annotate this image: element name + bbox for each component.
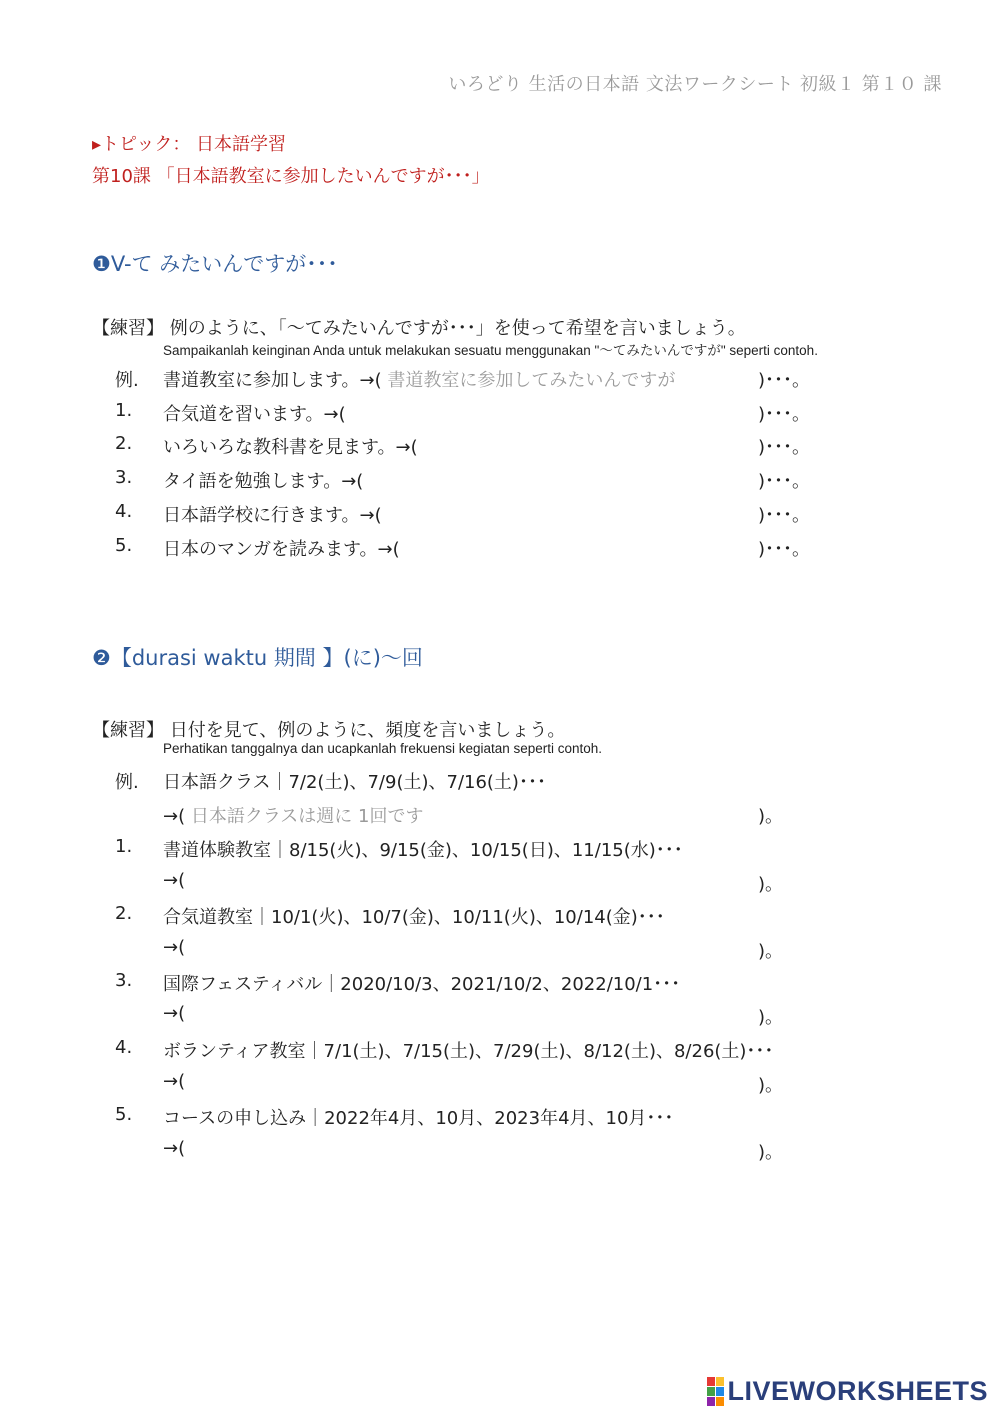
example-number: 例. (115, 370, 139, 391)
item-question: 書道体験教室｜8/15(火)、9/15(金)、10/15(日)、11/15(水)･･･ (163, 840, 683, 861)
section2-item-4-answer (0, 1071, 1000, 1101)
section2-item-5-answer (0, 1138, 1000, 1168)
answer-arrow: →( (163, 1138, 186, 1159)
item-close: )。 (758, 941, 784, 962)
section2-example-row (0, 768, 1000, 798)
item-close: )。 (758, 1075, 784, 1096)
item-number: 3. (115, 970, 133, 991)
answer-arrow: →( (163, 1003, 186, 1024)
section2-item-2 (0, 903, 1000, 933)
section2-item-3 (0, 970, 1000, 1000)
item-question: タイ語を勉強します。→( (163, 471, 364, 492)
item-number: 1. (115, 400, 133, 421)
item-close: )･･･。 (758, 539, 811, 560)
item-number: 2. (115, 903, 133, 924)
section1-item-5 (0, 535, 1000, 565)
item-number: 4. (115, 1037, 133, 1058)
item-question: 日本のマンガを読みます。→( (163, 539, 400, 560)
item-close: )･･･。 (758, 437, 811, 458)
example-close: )･･･。 (758, 370, 811, 391)
section1-item-4 (0, 501, 1000, 531)
liveworksheets-logo (707, 1376, 988, 1407)
example-question (163, 366, 675, 392)
item-number: 1. (115, 836, 133, 857)
item-question: 日本語学校に行きます。→( (163, 505, 382, 526)
section2-title: ❷【durasi waktu 期間 】(に)～回 (92, 646, 423, 670)
answer-arrow: →( (163, 937, 186, 958)
item-close: )。 (758, 874, 784, 895)
section2-example-answer-row (0, 802, 1000, 832)
answer-arrow: →( (163, 870, 186, 891)
example-close: )。 (758, 806, 784, 827)
item-close: )･･･。 (758, 471, 811, 492)
section2-item-3-answer (0, 1003, 1000, 1033)
item-question: 合気道を習います。→( (163, 404, 346, 425)
item-number: 4. (115, 501, 133, 522)
section1-item-3 (0, 467, 1000, 497)
section1-title: ❶V-て みたいんですが･･･ (92, 252, 338, 276)
item-question: いろいろな教科書を見ます。→( (163, 437, 418, 458)
logo-text: LIVEWORKSHEETS (727, 1376, 988, 1406)
item-number: 2. (115, 433, 133, 454)
section1-item-1 (0, 400, 1000, 430)
item-close: )。 (758, 1007, 784, 1028)
item-close: )。 (758, 1142, 784, 1163)
item-close: )･･･。 (758, 505, 811, 526)
example-question-text: 書道教室に参加します。→( (163, 370, 382, 391)
section2-item-2-answer (0, 937, 1000, 967)
example-answer-line (163, 802, 423, 828)
example-answer: 書道教室に参加してみたいんですが (387, 370, 676, 391)
example-number: 例. (115, 772, 139, 793)
example-question: 日本語クラス｜7/2(土)、7/9(土)、7/16(土)･･･ (163, 772, 546, 793)
example-answer: 日本語クラスは週に 1回です (190, 806, 424, 827)
section2-instruction: 【練習】 日付を見て、例のように、頻度を言いましょう。 (92, 720, 566, 741)
lesson-title: 第10課 「日本語教室に参加したいんですが･･･」 (92, 166, 490, 187)
item-number: 5. (115, 1104, 133, 1125)
item-question: コースの申し込み｜2022年4月、10月、2023年4月、10月･･･ (163, 1108, 674, 1129)
section1-item-2 (0, 433, 1000, 463)
section1-instruction-sub: Sampaikanlah keinginan Anda untuk melakukan sesuatu menggunakan "～てみたいんですが" seperti contoh. (163, 343, 818, 358)
item-question: 国際フェスティバル｜2020/10/3、2021/10/2、2022/10/1･･･ (163, 974, 681, 995)
item-close: )･･･。 (758, 404, 811, 425)
topic-line: ▸トピック： 日本語学習 (92, 134, 287, 155)
logo-mark-icon (707, 1377, 724, 1406)
section2-instruction-sub: Perhatikan tanggalnya dan ucapkanlah frekuensi kegiatan seperti contoh. (163, 741, 603, 756)
section2-item-5 (0, 1104, 1000, 1134)
worksheet-header: いろどり 生活の日本語 文法ワークシート 初級１ 第１０ 課 (448, 74, 942, 95)
answer-arrow: →( (163, 1071, 186, 1092)
section2-item-1-answer (0, 870, 1000, 900)
item-number: 3. (115, 467, 133, 488)
answer-arrow: →( (163, 806, 186, 827)
item-number: 5. (115, 535, 133, 556)
section2-item-1 (0, 836, 1000, 866)
section1-instruction: 【練習】 例のように、「～てみたいんですが･･･」を使って希望を言いましょう。 (92, 318, 746, 339)
item-question: 合気道教室｜10/1(火)、10/7(金)、10/11(火)、10/14(金)･･･ (163, 907, 665, 928)
section1-example-row (0, 366, 1000, 396)
item-question: ボランティア教室｜7/1(土)、7/15(土)、7/29(土)、8/12(土)、8/26(土)･･･ (163, 1041, 774, 1062)
section2-item-4 (0, 1037, 1000, 1067)
